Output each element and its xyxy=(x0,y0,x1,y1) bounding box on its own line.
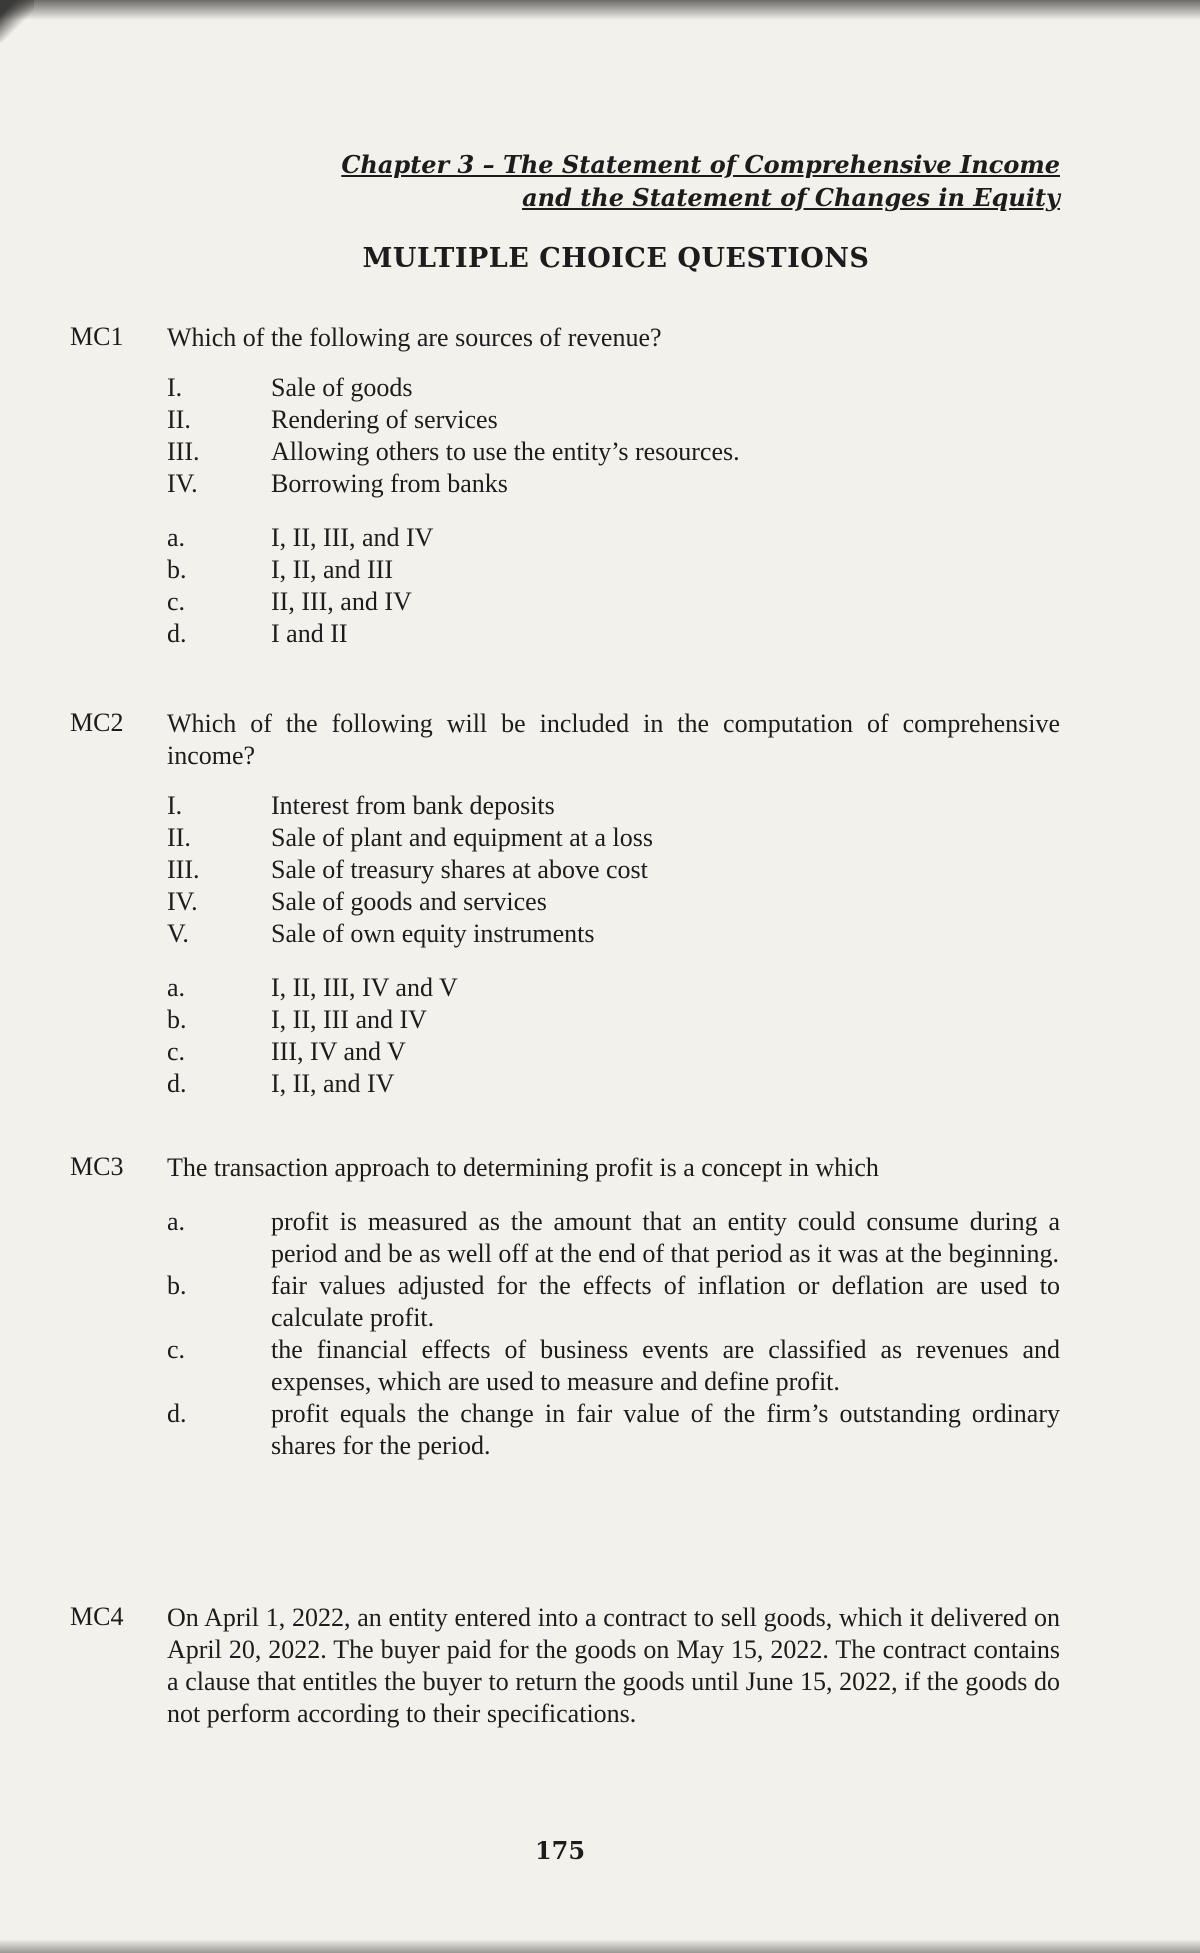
question-text: Which of the following are sources of revenue? xyxy=(167,323,662,352)
option-text: the financial effects of business events are classified as revenues and expenses, which are used to measure and define profit. xyxy=(271,1335,1060,1396)
statement-text: Sale of treasury shares at above cost xyxy=(271,855,648,884)
answer-option xyxy=(167,554,1060,586)
question-text: On April 1, 2022, an entity entered into a contract to sell goods, which it delivered on April 20, 2022. The buyer paid for the goods on May 15, 2022. The contract contains a clause that entitles the buyer to return the goods until June 15, 2022, if the goods do not perform according to their specifications. xyxy=(167,1603,1060,1728)
option-letter: d. xyxy=(167,619,187,648)
question-mc2 xyxy=(70,708,1060,1100)
option-text: I, II, III and IV xyxy=(271,1005,427,1034)
answer-options xyxy=(167,972,1060,1100)
answer-option xyxy=(167,618,1060,650)
option-letter: d. xyxy=(167,1069,187,1098)
page-number: 175 xyxy=(534,1836,586,1865)
answer-option xyxy=(167,522,1060,554)
chapter-header-line-1: Chapter 3 – The Statement of Comprehensive Income xyxy=(341,150,1060,179)
statement-numeral: II. xyxy=(167,405,191,434)
answer-option xyxy=(167,1206,1060,1270)
scan-shadow-bottom xyxy=(0,1939,1200,1953)
answer-option xyxy=(167,1270,1060,1334)
statement-item xyxy=(167,918,1060,950)
statement-item xyxy=(167,404,1060,436)
statement-list xyxy=(167,790,1060,950)
option-letter: a. xyxy=(167,1207,186,1236)
statement-numeral: IV. xyxy=(167,469,198,498)
statement-text: Interest from bank deposits xyxy=(271,791,555,820)
answer-options xyxy=(167,522,1060,650)
option-letter: b. xyxy=(167,555,187,584)
question-mc4 xyxy=(70,1602,1060,1730)
statement-text: Borrowing from banks xyxy=(271,469,508,498)
option-letter: a. xyxy=(167,973,186,1002)
answer-option xyxy=(167,1036,1060,1068)
scan-corner-shadow xyxy=(0,0,34,42)
option-text: I, II, and IV xyxy=(271,1069,395,1098)
statement-numeral: IV. xyxy=(167,887,198,916)
statement-text: Sale of own equity instruments xyxy=(271,919,595,948)
answer-option xyxy=(167,1068,1060,1100)
statement-numeral: III. xyxy=(167,437,200,466)
option-letter: b. xyxy=(167,1271,187,1300)
statement-list xyxy=(167,372,1060,500)
statement-item xyxy=(167,790,1060,822)
question-number: MC3 xyxy=(70,1152,124,1181)
statement-text: Sale of goods and services xyxy=(271,887,547,916)
statement-item xyxy=(167,854,1060,886)
question-number: MC1 xyxy=(70,322,124,351)
statement-item xyxy=(167,822,1060,854)
question-number: MC2 xyxy=(70,708,124,737)
question-mc3 xyxy=(70,1152,1060,1462)
option-text: profit is measured as the amount that an entity could consume during a period and be as well off at the end of that period as it was at the beginning. xyxy=(271,1207,1060,1268)
question-mc1 xyxy=(70,322,1060,650)
option-letter: a. xyxy=(167,523,186,552)
chapter-header xyxy=(341,148,1060,214)
option-text: fair values adjusted for the effects of inflation or deflation are used to calculate profit. xyxy=(271,1271,1060,1332)
option-text: I, II, III, IV and V xyxy=(271,973,458,1002)
answer-option xyxy=(167,1334,1060,1398)
answer-option xyxy=(167,972,1060,1004)
answer-option xyxy=(167,1398,1060,1462)
option-text: III, IV and V xyxy=(271,1037,406,1066)
option-text: II, III, and IV xyxy=(271,587,412,616)
chapter-header-line-2: and the Statement of Changes in Equity xyxy=(522,183,1060,212)
section-title: MULTIPLE CHOICE QUESTIONS xyxy=(362,243,870,274)
statement-text: Sale of plant and equipment at a loss xyxy=(271,823,653,852)
answer-option xyxy=(167,586,1060,618)
statement-text: Allowing others to use the entity’s resources. xyxy=(271,437,740,466)
question-number: MC4 xyxy=(70,1602,124,1631)
option-text: I, II, III, and IV xyxy=(271,523,434,552)
statement-item xyxy=(167,886,1060,918)
option-letter: c. xyxy=(167,1037,186,1066)
option-letter: b. xyxy=(167,1005,187,1034)
question-text: The transaction approach to determining profit is a concept in which xyxy=(167,1153,879,1182)
statement-numeral: V. xyxy=(167,919,189,948)
scan-shadow-top xyxy=(0,0,1200,20)
statement-numeral: I. xyxy=(167,791,183,820)
option-letter: c. xyxy=(167,1335,186,1364)
statement-text: Sale of goods xyxy=(271,373,413,402)
option-letter: d. xyxy=(167,1399,187,1428)
statement-item xyxy=(167,436,1060,468)
statement-numeral: II. xyxy=(167,823,191,852)
question-text: Which of the following will be included in the computation of comprehensive income? xyxy=(167,709,1060,770)
answer-option xyxy=(167,1004,1060,1036)
option-text: I and II xyxy=(271,619,348,648)
statement-item xyxy=(167,372,1060,404)
statement-item xyxy=(167,468,1060,500)
option-text: I, II, and III xyxy=(271,555,393,584)
statement-numeral: I. xyxy=(167,373,183,402)
answer-options xyxy=(167,1206,1060,1462)
statement-text: Rendering of services xyxy=(271,405,498,434)
option-letter: c. xyxy=(167,587,186,616)
option-text: profit equals the change in fair value of the firm’s outstanding ordinary shares for the period. xyxy=(271,1399,1060,1460)
statement-numeral: III. xyxy=(167,855,200,884)
